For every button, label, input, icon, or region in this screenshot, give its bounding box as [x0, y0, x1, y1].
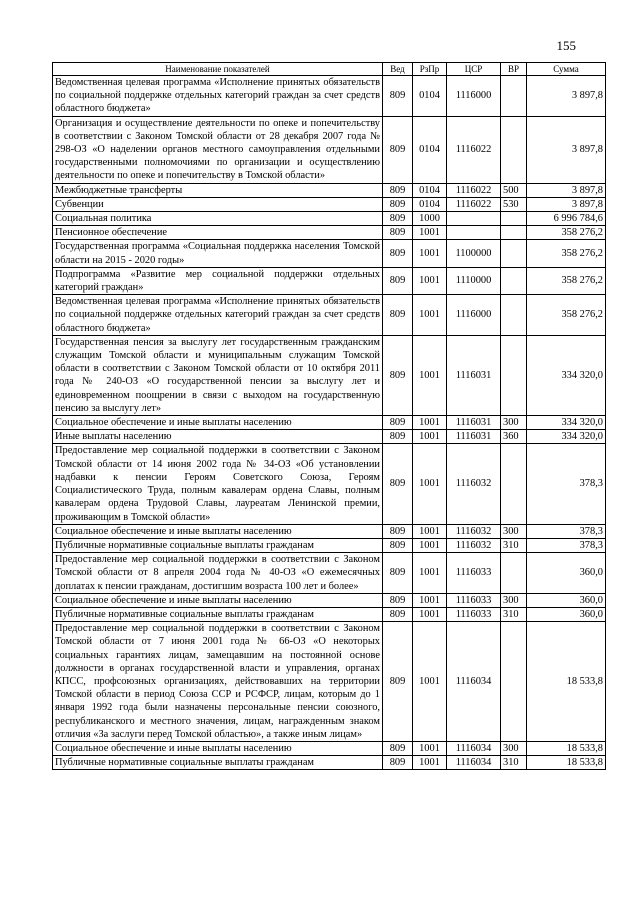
table-row	[53, 444, 606, 524]
cell-ved: 809	[383, 430, 413, 444]
cell-name: Межбюджетные трансферты	[53, 183, 383, 197]
cell-vr: 300	[501, 416, 527, 430]
header-name: Наименование показателей	[53, 63, 383, 76]
cell-csr: 1116022	[447, 197, 501, 211]
cell-ved: 809	[383, 538, 413, 552]
cell-name: Государственная пенсия за выслугу лет государственным гражданским служащим Томской области и муниципальным служащим Томской области в соответствии с Законом Томской области от 10 октября 2011 года № 240-ОЗ «О государственной пенсии за выслугу лет и единовременном поощрении в связи с выходом на государственную пенсию за выслугу лет»	[53, 335, 383, 415]
cell-csr: 1116000	[447, 295, 501, 336]
cell-vr	[501, 226, 527, 240]
cell-rzpr: 0104	[413, 197, 447, 211]
cell-rzpr: 1001	[413, 538, 447, 552]
table-row	[53, 622, 606, 742]
cell-sum: 334 320,0	[527, 430, 606, 444]
cell-ved: 809	[383, 756, 413, 770]
cell-name: Подпрограмма «Развитие мер социальной поддержки отдельных категорий граждан»	[53, 267, 383, 294]
table-row	[53, 553, 606, 594]
cell-rzpr: 1001	[413, 741, 447, 755]
cell-ved: 809	[383, 553, 413, 594]
cell-rzpr: 1001	[413, 226, 447, 240]
cell-sum: 18 533,8	[527, 622, 606, 742]
cell-sum: 360,0	[527, 553, 606, 594]
table-row	[53, 741, 606, 755]
cell-ved: 809	[383, 524, 413, 538]
cell-vr: 500	[501, 183, 527, 197]
cell-csr: 1116000	[447, 76, 501, 117]
cell-csr: 1116031	[447, 335, 501, 415]
cell-rzpr: 0104	[413, 116, 447, 183]
cell-vr	[501, 116, 527, 183]
cell-sum: 18 533,8	[527, 756, 606, 770]
cell-rzpr: 1001	[413, 593, 447, 607]
cell-sum: 358 276,2	[527, 267, 606, 294]
cell-ved: 809	[383, 226, 413, 240]
table-row	[53, 335, 606, 415]
cell-csr: 1116034	[447, 756, 501, 770]
cell-vr	[501, 622, 527, 742]
cell-ved: 809	[383, 116, 413, 183]
cell-name: Социальная политика	[53, 212, 383, 226]
cell-name: Публичные нормативные социальные выплаты гражданам	[53, 607, 383, 621]
header-ved: Вед	[383, 63, 413, 76]
cell-ved: 809	[383, 76, 413, 117]
cell-vr	[501, 553, 527, 594]
cell-name: Предоставление мер социальной поддержки в соответствии с Законом Томской области от 8 апреля 2004 года № 40-ОЗ «О ежемесячных доплатах к пенсии гражданам, достигшим возраста 100 лет и более»	[53, 553, 383, 594]
cell-csr	[447, 212, 501, 226]
cell-ved: 809	[383, 212, 413, 226]
table-row	[53, 524, 606, 538]
cell-vr	[501, 335, 527, 415]
cell-name: Предоставление мер социальной поддержки в соответствии с Законом Томской области от 7 июня 2001 года № 66-ОЗ «О некоторых социальных гарантиях лицам, замещавшим на постоянной основе должности в органах государственной власти и управления, органах КПСС, профсоюзных организациях, действовавших на территории Томской области в период Союза ССР и РСФСР, лицам, которым до 1 января 1992 года были назначены персональные пенсии союзного, республиканского и местного значения, лицам, награжденным знаком отличия «За заслуги перед Томской областью», а также иным лицам»	[53, 622, 383, 742]
cell-sum: 358 276,2	[527, 240, 606, 267]
header-rzpr: РзПр	[413, 63, 447, 76]
table-row	[53, 756, 606, 770]
cell-vr	[501, 240, 527, 267]
header-csr: ЦСР	[447, 63, 501, 76]
cell-ved: 809	[383, 607, 413, 621]
cell-rzpr: 0104	[413, 76, 447, 117]
cell-name: Публичные нормативные социальные выплаты гражданам	[53, 756, 383, 770]
table-row	[53, 197, 606, 211]
header-vr: ВР	[501, 63, 527, 76]
cell-name: Государственная программа «Социальная поддержка населения Томской области на 2015 - 2020 годы»	[53, 240, 383, 267]
cell-sum: 3 897,8	[527, 76, 606, 117]
cell-ved: 809	[383, 183, 413, 197]
cell-rzpr: 1001	[413, 267, 447, 294]
cell-name: Ведомственная целевая программа «Исполнение принятых обязательств по социальной поддержке отдельных категорий граждан за счет средств областного бюджета»	[53, 295, 383, 336]
cell-sum: 378,3	[527, 444, 606, 524]
cell-ved: 809	[383, 622, 413, 742]
table-row	[53, 226, 606, 240]
cell-csr: 1116034	[447, 741, 501, 755]
cell-ved: 809	[383, 197, 413, 211]
cell-rzpr: 0104	[413, 183, 447, 197]
cell-csr: 1116022	[447, 116, 501, 183]
table-row	[53, 116, 606, 183]
cell-name: Социальное обеспечение и иные выплаты населению	[53, 741, 383, 755]
cell-csr: 1116033	[447, 607, 501, 621]
cell-csr: 1100000	[447, 240, 501, 267]
cell-csr: 1116032	[447, 444, 501, 524]
cell-csr: 1116032	[447, 538, 501, 552]
table-row	[53, 607, 606, 621]
table-row	[53, 593, 606, 607]
cell-rzpr: 1001	[413, 553, 447, 594]
table-row	[53, 430, 606, 444]
cell-ved: 809	[383, 741, 413, 755]
cell-rzpr: 1001	[413, 430, 447, 444]
cell-sum: 378,3	[527, 524, 606, 538]
cell-csr: 1116033	[447, 593, 501, 607]
cell-name: Социальное обеспечение и иные выплаты населению	[53, 416, 383, 430]
cell-sum: 3 897,8	[527, 116, 606, 183]
cell-vr: 360	[501, 430, 527, 444]
cell-name: Иные выплаты населению	[53, 430, 383, 444]
cell-rzpr: 1000	[413, 212, 447, 226]
cell-vr: 310	[501, 538, 527, 552]
cell-vr: 310	[501, 756, 527, 770]
cell-sum: 3 897,8	[527, 183, 606, 197]
cell-csr	[447, 226, 501, 240]
cell-rzpr: 1001	[413, 335, 447, 415]
cell-sum: 18 533,8	[527, 741, 606, 755]
cell-csr: 1116032	[447, 524, 501, 538]
cell-sum: 334 320,0	[527, 416, 606, 430]
budget-table	[52, 62, 606, 770]
cell-ved: 809	[383, 267, 413, 294]
cell-sum: 334 320,0	[527, 335, 606, 415]
cell-sum: 360,0	[527, 593, 606, 607]
cell-rzpr: 1001	[413, 416, 447, 430]
table-header-row	[53, 63, 606, 76]
table-row	[53, 76, 606, 117]
cell-name: Публичные нормативные социальные выплаты гражданам	[53, 538, 383, 552]
table-row	[53, 267, 606, 294]
cell-sum: 358 276,2	[527, 295, 606, 336]
cell-rzpr: 1001	[413, 444, 447, 524]
cell-vr: 300	[501, 593, 527, 607]
cell-vr: 310	[501, 607, 527, 621]
page-number: 155	[556, 38, 576, 53]
cell-csr: 1110000	[447, 267, 501, 294]
cell-vr	[501, 295, 527, 336]
table-row	[53, 212, 606, 226]
cell-vr: 530	[501, 197, 527, 211]
cell-sum: 360,0	[527, 607, 606, 621]
cell-sum: 6 996 784,6	[527, 212, 606, 226]
cell-rzpr: 1001	[413, 622, 447, 742]
cell-ved: 809	[383, 240, 413, 267]
table-row	[53, 416, 606, 430]
cell-name: Ведомственная целевая программа «Исполнение принятых обязательств по социальной поддержке отдельных категорий граждан за счет средств областного бюджета»	[53, 76, 383, 117]
cell-rzpr: 1001	[413, 295, 447, 336]
cell-vr	[501, 267, 527, 294]
cell-vr	[501, 76, 527, 117]
cell-name: Пенсионное обеспечение	[53, 226, 383, 240]
cell-rzpr: 1001	[413, 607, 447, 621]
cell-sum: 378,3	[527, 538, 606, 552]
cell-rzpr: 1001	[413, 756, 447, 770]
cell-name: Субвенции	[53, 197, 383, 211]
cell-csr: 1116034	[447, 622, 501, 742]
cell-rzpr: 1001	[413, 524, 447, 538]
cell-sum: 358 276,2	[527, 226, 606, 240]
cell-ved: 809	[383, 416, 413, 430]
table-row	[53, 240, 606, 267]
cell-vr: 300	[501, 524, 527, 538]
cell-vr	[501, 212, 527, 226]
cell-ved: 809	[383, 593, 413, 607]
cell-ved: 809	[383, 295, 413, 336]
table-row	[53, 183, 606, 197]
cell-sum: 3 897,8	[527, 197, 606, 211]
cell-vr	[501, 444, 527, 524]
table-row	[53, 295, 606, 336]
cell-name: Социальное обеспечение и иные выплаты населению	[53, 524, 383, 538]
cell-ved: 809	[383, 444, 413, 524]
cell-rzpr: 1001	[413, 240, 447, 267]
header-sum: Сумма	[527, 63, 606, 76]
cell-ved: 809	[383, 335, 413, 415]
cell-csr: 1116031	[447, 416, 501, 430]
cell-csr: 1116031	[447, 430, 501, 444]
table-row	[53, 538, 606, 552]
cell-name: Социальное обеспечение и иные выплаты населению	[53, 593, 383, 607]
cell-name: Организация и осуществление деятельности по опеке и попечительству в соответствии с Законом Томской области от 28 декабря 2007 года № 298-ОЗ «О наделении органов местного самоуправления отдельными государственными полномочиями по организации и осуществлению деятельности по опеке и попечительству в Томской области»	[53, 116, 383, 183]
cell-csr: 1116022	[447, 183, 501, 197]
cell-name: Предоставление мер социальной поддержки в соответствии с Законом Томской области от 14 июня 2002 года № 34-ОЗ «Об установлении надбавки к пенсии Героям Советского Союза, Героям Социалистического Труда, полным кавалерам ордена Славы, полным кавалерам ордена Трудовой Славы, лауреатам Ленинской премии, проживающим в Томской области»	[53, 444, 383, 524]
cell-vr: 300	[501, 741, 527, 755]
cell-csr: 1116033	[447, 553, 501, 594]
